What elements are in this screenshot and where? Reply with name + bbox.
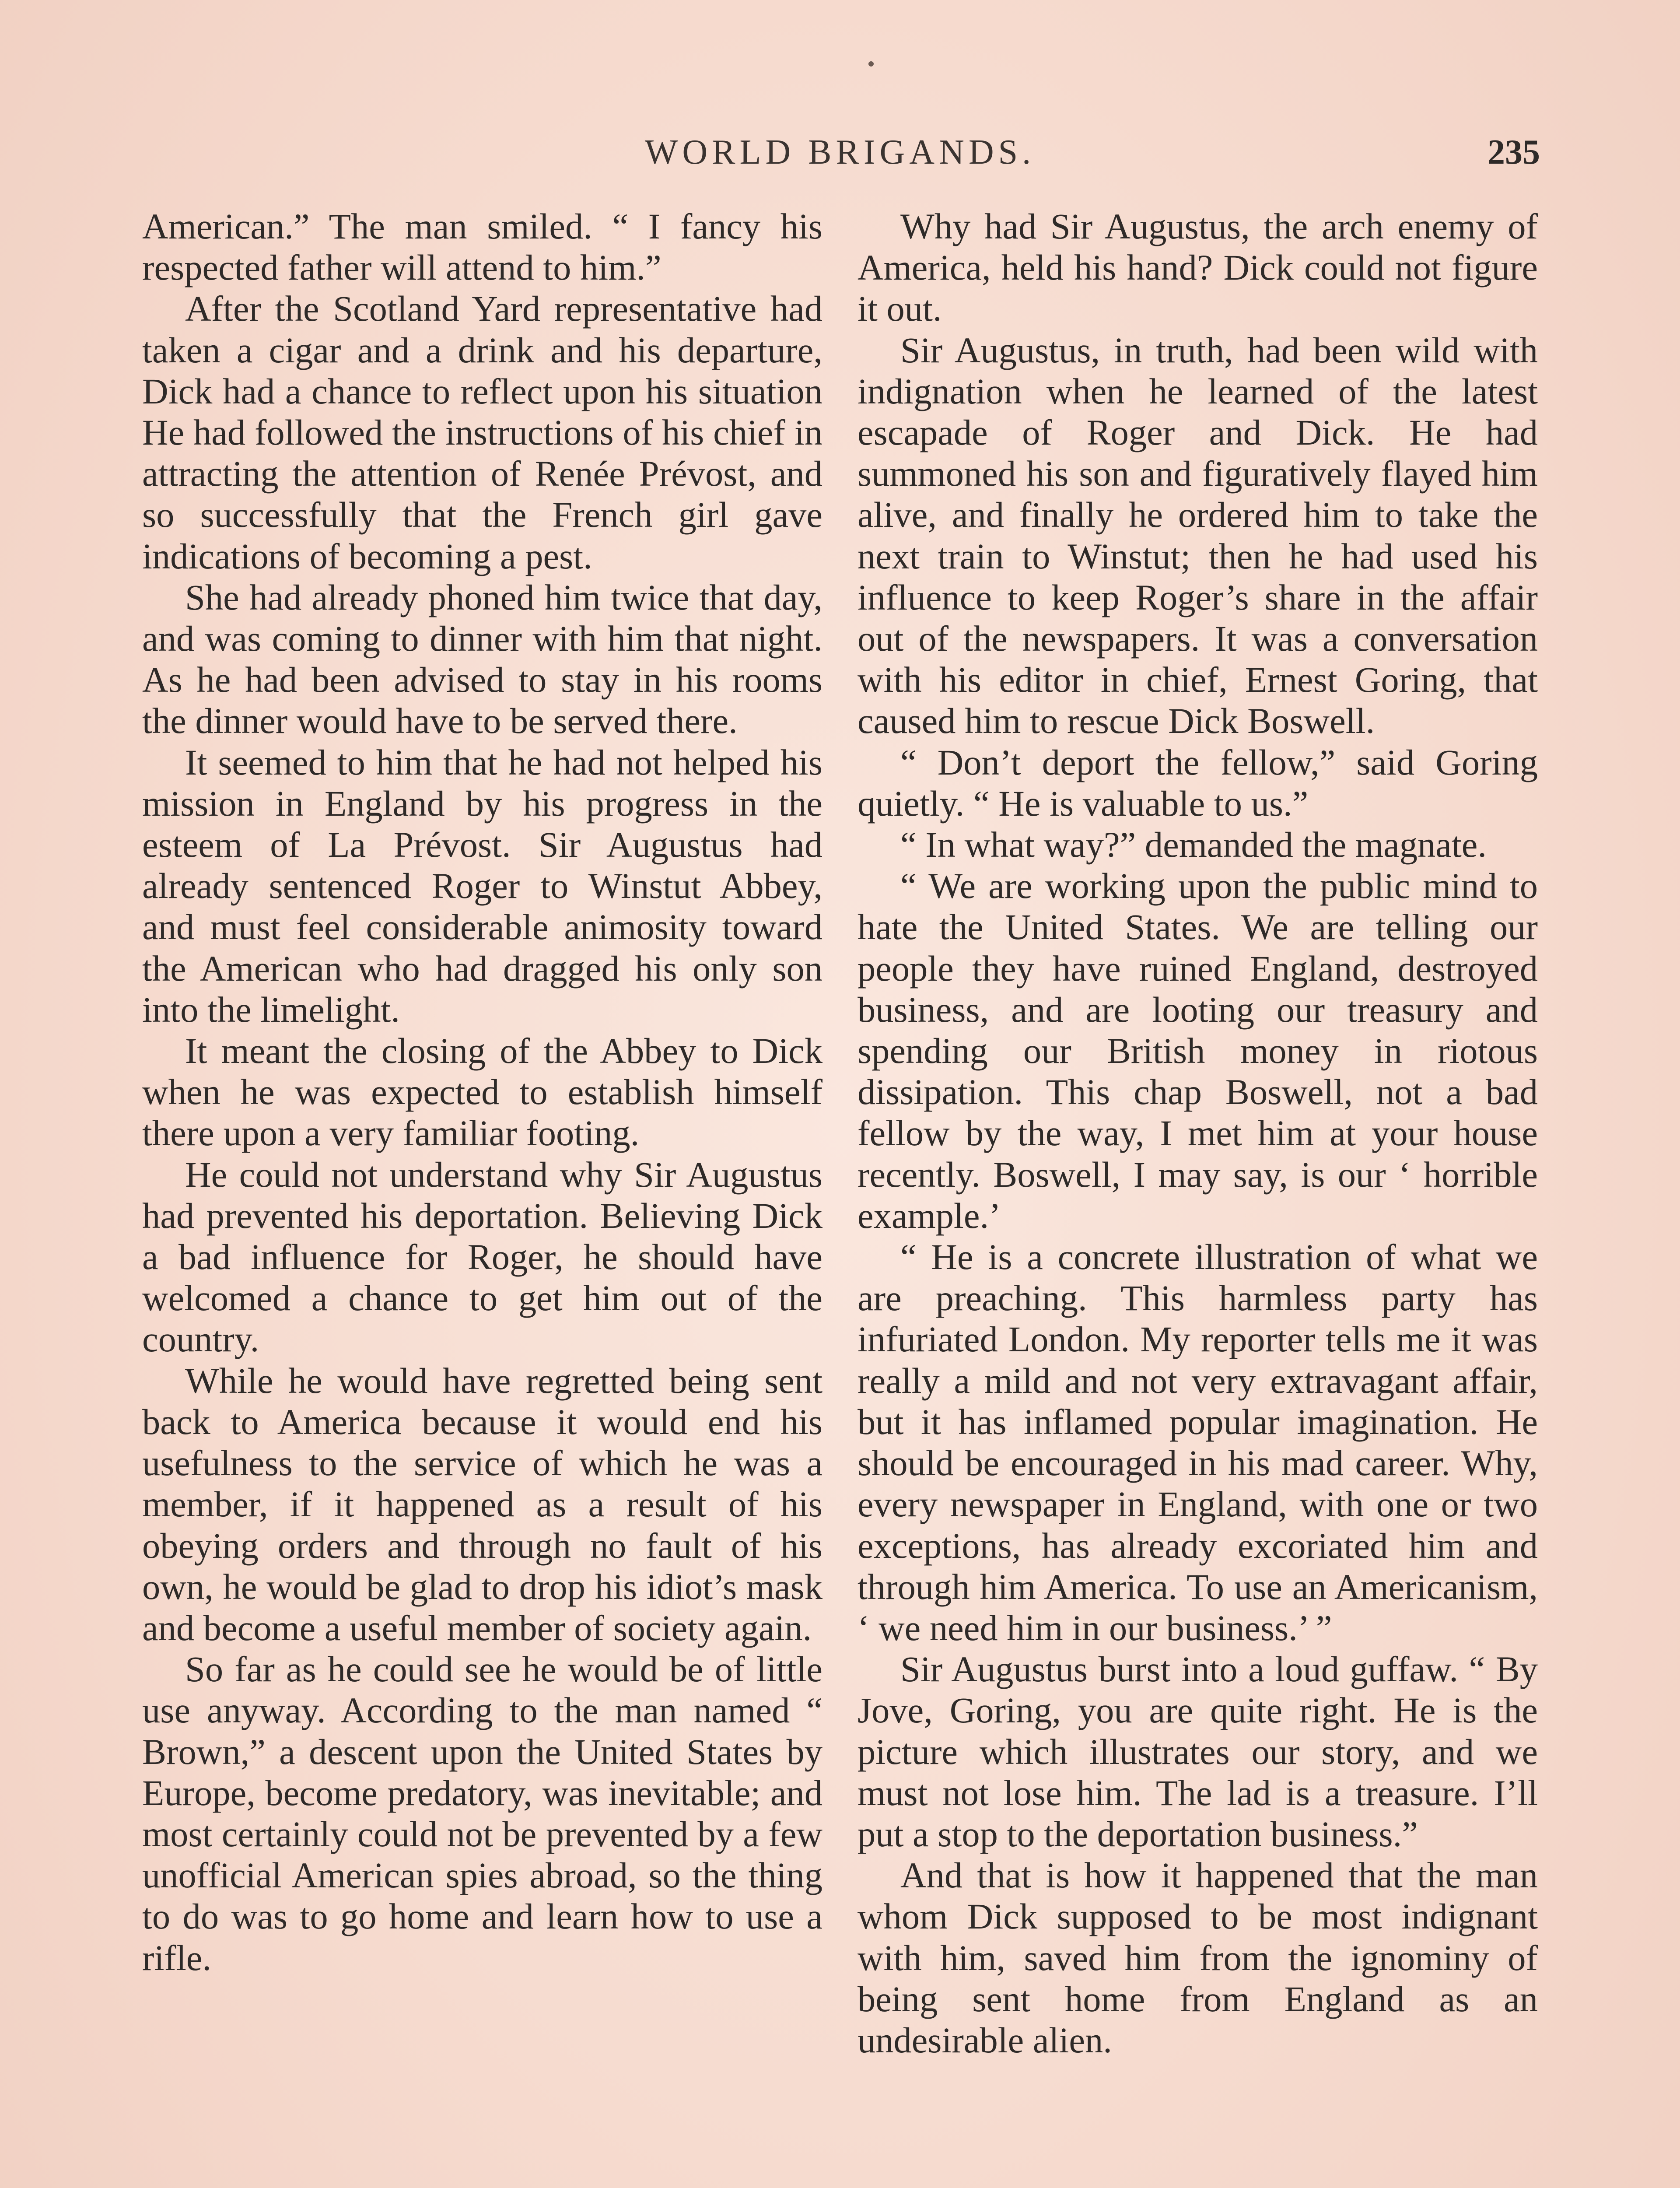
left-column: [142, 206, 822, 1978]
paragraph: Why had Sir Augustus, the arch enemy of America, held his hand? Dick could not figure it out.: [858, 206, 1538, 329]
page-header: [140, 126, 1540, 179]
paragraph: While he would have regretted being sent back to America because it would end his usefulness to the service of which he was a member, if it happened as a result of his obeying orders and through no fault of his own, he would be glad to drop his idiot’s mask and become a useful member of society again.: [142, 1360, 822, 1648]
paragraph: So far as he could see he would be of little use anyway. According to the man named “ Brown,” a descent upon the United States by Europe, become predatory, was inevitable; and most certainly could not be prevented by a few unofficial American spies abroad, so the thing to do was to go home and learn how to use a rifle.: [142, 1649, 822, 1978]
page-number: 235: [1488, 133, 1540, 172]
paragraph: He could not understand why Sir Augustus had prevented his deportation. Believing Dick a bad influence for Roger, he should have welcomed a chance to get him out of the country.: [142, 1154, 822, 1360]
paragraph: And that is how it happened that the man whom Dick supposed to be most indignant with him, saved him from the ignominy of being sent home from England as an undesirable alien.: [858, 1855, 1538, 2060]
paragraph: After the Scotland Yard representative had taken a cigar and a drink and his departure, Dick had a chance to reflect upon his situation He had followed the instructions of his chief in attracting the attention of Renée Prévost, and so successfully that the French girl gave indications of becoming a pest.: [142, 288, 822, 576]
paragraph: “ We are working upon the public mind to hate the United States. We are telling our people they have ruined England, destroyed business, and are looting our treasury and spending our British money in riotous dissipation. This chap Boswell, not a bad fellow by the way, I met him at your house recently. Boswell, I may say, is our ‘ horrible example.’: [858, 866, 1538, 1236]
paragraph: Sir Augustus, in truth, had been wild with indignation when he learned of the latest escapade of Roger and Dick. He had summoned his son and figuratively flayed him alive, and finally he ordered him to take the next train to Winstut; then he had used his influence to keep Roger’s share in the affair out of the newspapers. It was a conversation with his editor in chief, Ernest Goring, that caused him to rescue Dick Boswell.: [858, 330, 1538, 741]
paragraph: “ In what way?” demanded the magnate.: [900, 824, 1487, 865]
paragraph: It seemed to him that he had not helped his mission in England by his progress in the esteem of La Prévost. Sir Augustus had already sentenced Roger to Winstut Abbey, and must feel considerable animosity toward the American who had dragged his only son into the limelight.: [142, 742, 822, 1030]
right-column: [858, 206, 1538, 2061]
paragraph: It meant the closing of the Abbey to Dick when he was expected to establish himself there upon a very familiar footing.: [142, 1031, 822, 1154]
paragraph: She had already phoned him twice that day, and was coming to dinner with him that night. As he had been advised to stay in his rooms the dinner would have to be served there.: [142, 577, 822, 741]
paragraph: American.” The man smiled. “ I fancy his respected father will attend to him.”: [142, 206, 822, 288]
paragraph: Sir Augustus burst into a loud guffaw. “ By Jove, Goring, you are quite right. He is the picture which illustrates our story, and we must not lose him. The lad is a treasure. I’ll put a stop to the deportation business.”: [858, 1649, 1538, 1854]
running-head: WORLD BRIGANDS.: [644, 133, 1036, 172]
paragraph: “ He is a concrete illustration of what we are preaching. This harmless party has infuriated London. My reporter tells me it was really a mild and not very extravagant affair, but it has inflamed popular imagination. He should be encouraged in his mad career. Why, every newspaper in England, with one or two exceptions, has already excoriated him and through him America. To use an Americanism, ‘ we need him in our business.’ ”: [858, 1237, 1538, 1648]
paragraph: “ Don’t deport the fellow,” said Goring quietly. “ He is valuable to us.”: [858, 742, 1538, 824]
ink-speck: [868, 61, 874, 67]
